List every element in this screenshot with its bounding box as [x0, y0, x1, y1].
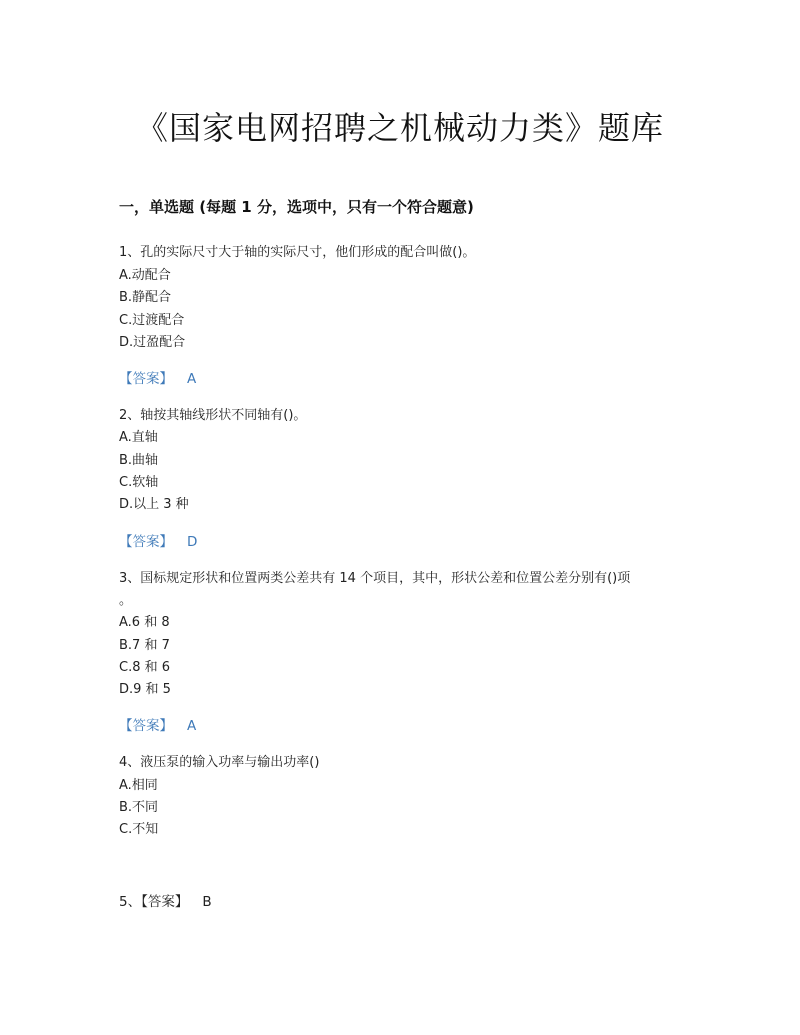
- question-3-option-c: C.8 和 6: [119, 660, 171, 675]
- question-2-option-a: A.直轴: [119, 430, 158, 445]
- answer-letter: A: [187, 371, 197, 387]
- question-3-option-b: B.7 和 7: [119, 638, 170, 653]
- question-2-option-d: D.以上 3 种: [119, 497, 189, 512]
- question-3-text: 3、国标规定形状和位置两类公差共有 14 个项目，其中，形状公差和位置公差分别有()项: [119, 571, 631, 586]
- question-1-option-a: A.动配合: [119, 268, 171, 283]
- question-4-option-b: B.不同: [119, 800, 159, 815]
- answer-letter: A: [187, 718, 197, 734]
- answer-letter: D: [187, 534, 198, 550]
- answer-label: 【答案】: [119, 534, 173, 550]
- question-1-option-c: C.过渡配合: [119, 313, 185, 328]
- answer-letter: B: [202, 894, 212, 910]
- question-4-option-a: A.相同: [119, 778, 158, 793]
- question-5-prefix: 5、: [119, 894, 142, 910]
- answer-label: 【答案】: [119, 718, 173, 734]
- question-4-text: 4、液压泵的输入功率与输出功率(): [119, 755, 320, 770]
- question-3-text-continued: 。: [119, 593, 133, 608]
- question-1-answer: [119, 369, 196, 389]
- question-1-option-d: D.过盈配合: [119, 335, 186, 350]
- question-2-option-c: C.软轴: [119, 475, 159, 490]
- question-2-answer: [119, 532, 197, 552]
- question-2-option-b: B.曲轴: [119, 453, 159, 468]
- question-3-answer: [119, 716, 196, 736]
- question-3-option-d: D.9 和 5: [119, 682, 171, 697]
- section-heading: 一，单选题 (每题 1 分，选项中，只有一个符合题意): [119, 198, 474, 216]
- question-1-text: 1、孔的实际尺寸大于轴的实际尺寸，他们形成的配合叫做()。: [119, 245, 476, 260]
- question-5-answer: [119, 892, 212, 912]
- question-2-text: 2、轴按其轴线形状不同轴有()。: [119, 408, 307, 423]
- question-1-option-b: B.静配合: [119, 290, 172, 305]
- answer-label: 【答案】: [119, 371, 173, 387]
- question-3-option-a: A.6 和 8: [119, 615, 170, 630]
- document-title: 《国家电网招聘之机械动力类》题库: [135, 109, 664, 147]
- question-4-option-c: C.不知: [119, 822, 159, 837]
- answer-label: 【答案】: [141, 894, 189, 910]
